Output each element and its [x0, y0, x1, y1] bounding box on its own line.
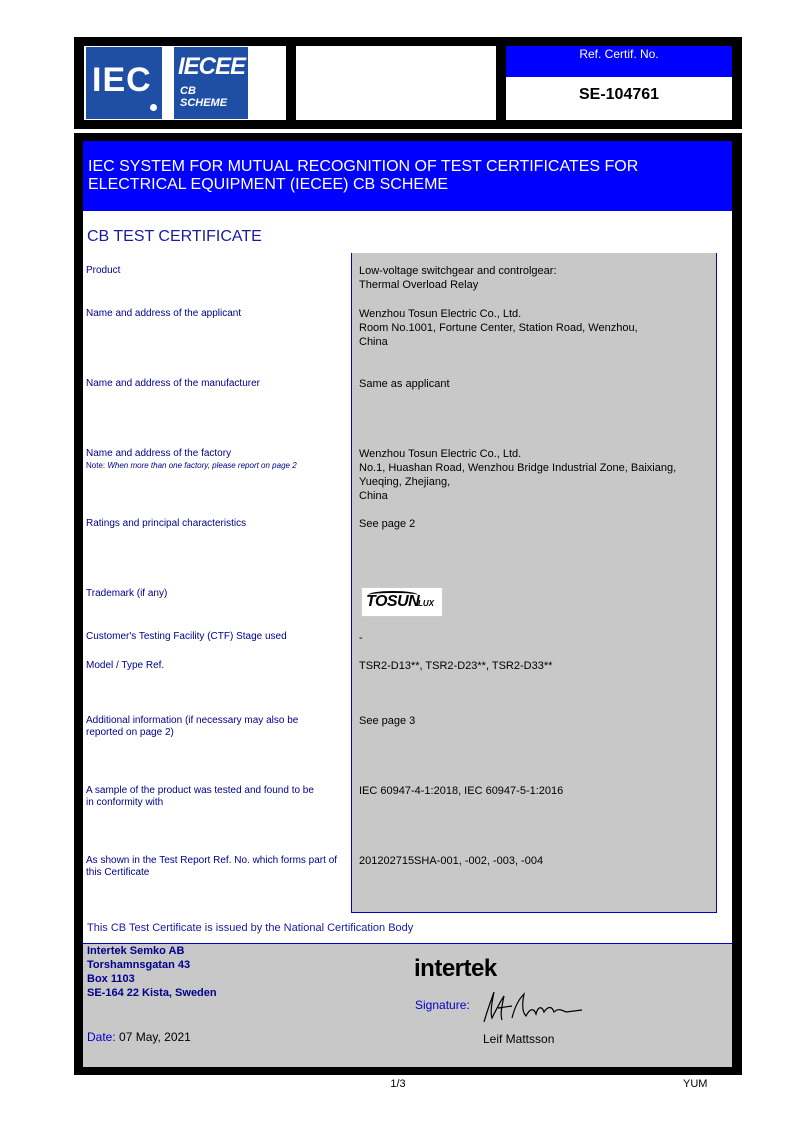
conformity-value: IEC 60947-4-1:2018, IEC 60947-5-1:2016 [359, 785, 564, 797]
iecee-cb-scheme-logo [174, 47, 248, 119]
trademark-label: Trademark (if any) [86, 588, 168, 599]
tosun-trademark-logo: TOSUN LUX [361, 587, 443, 617]
factory-value: Wenzhou Tosun Electric Co., Ltd. No.1, Huashan Road, Wenzhou Bridge Industrial Zone, Baixiang, Yueqing, Zhejiang, China [359, 448, 677, 502]
iec-logo-text: IEC [92, 61, 152, 99]
handwritten-signature [478, 988, 588, 1028]
row-divider [351, 366, 352, 436]
manufacturer-label: Name and address of the manufacturer [86, 378, 260, 389]
row-divider [351, 506, 352, 576]
row-divider [351, 296, 352, 324]
signer-name: Leif Mattsson [483, 1032, 555, 1046]
conformity-label: A sample of the product was tested and found to be in conformity with [86, 785, 314, 808]
cb-scheme-logo-text: CB SCHEME [180, 85, 228, 109]
issue-date [87, 1030, 191, 1044]
date-value: 07 May, 2021 [119, 1030, 191, 1044]
ctf-label: Customer's Testing Facility (CTF) Stage used [86, 631, 287, 642]
row-divider [351, 776, 352, 836]
iec-logo-dot [150, 104, 157, 111]
scheme-title: IEC SYSTEM FOR MUTUAL RECOGNITION OF TEST CERTIFICATES FOR ELECTRICAL EQUIPMENT (IECEE) CB SCHEME [88, 158, 639, 193]
page-code: YUM [683, 1078, 708, 1090]
row-divider [351, 706, 352, 766]
factory-label: Name and address of the factory Note: When more than one factory, please report on page 2 [86, 448, 348, 472]
row-divider [351, 630, 352, 650]
iec-logo [86, 47, 162, 119]
manufacturer-value: Same as applicant [359, 378, 450, 390]
page-number: 1/3 [390, 1078, 406, 1090]
row-divider [351, 582, 352, 618]
header-blank-box [296, 46, 496, 120]
ctf-value: - [359, 632, 363, 644]
model-label: Model / Type Ref. [86, 660, 165, 671]
model-value: TSR2-D13**, TSR2-D23**, TSR2-D33** [359, 660, 553, 672]
ref-certif-number: SE-104761 [578, 86, 660, 103]
row-divider [351, 846, 352, 912]
certificate-title: CB TEST CERTIFICATE [87, 228, 262, 245]
date-label: Date: [87, 1030, 116, 1044]
row-divider [351, 652, 352, 702]
iecee-logo-text: IECEE [178, 53, 246, 80]
test-report-label: As shown in the Test Report Ref. No. which forms part of this Certificate [86, 855, 338, 878]
factory-note: Note: When more than one factory, please report on page 2 [86, 461, 297, 470]
additional-info-value: See page 3 [359, 715, 416, 727]
product-label: Product [86, 265, 121, 276]
applicant-label: Name and address of the applicant [86, 308, 242, 319]
ratings-value: See page 2 [359, 518, 416, 530]
ncb-address: Intertek Semko AB Torshamnsgatan 43 Box 1103 SE-164 22 Kista, Sweden [87, 945, 217, 999]
ref-certif-label: Ref. Certif. No. [506, 46, 732, 77]
test-report-value: 201202715SHA-001, -002, -003, -004 [359, 855, 544, 867]
applicant-value: Wenzhou Tosun Electric Co., Ltd. Room No.1001, Fortune Center, Station Road, Wenzhou, China [359, 308, 638, 348]
intertek-logo: intertek [414, 955, 497, 982]
issued-by-statement: This CB Test Certificate is issued by the National Certification Body [87, 922, 414, 934]
product-value: Low-voltage switchgear and controlgear: Thermal Overload Relay [359, 265, 557, 291]
row-divider [351, 446, 352, 504]
ratings-label: Ratings and principal characteristics [86, 518, 247, 529]
values-panel [351, 253, 717, 913]
signature-label: Signature: [415, 998, 470, 1012]
additional-info-label: Additional information (if necessary may also be reported on page 2) [86, 715, 299, 738]
